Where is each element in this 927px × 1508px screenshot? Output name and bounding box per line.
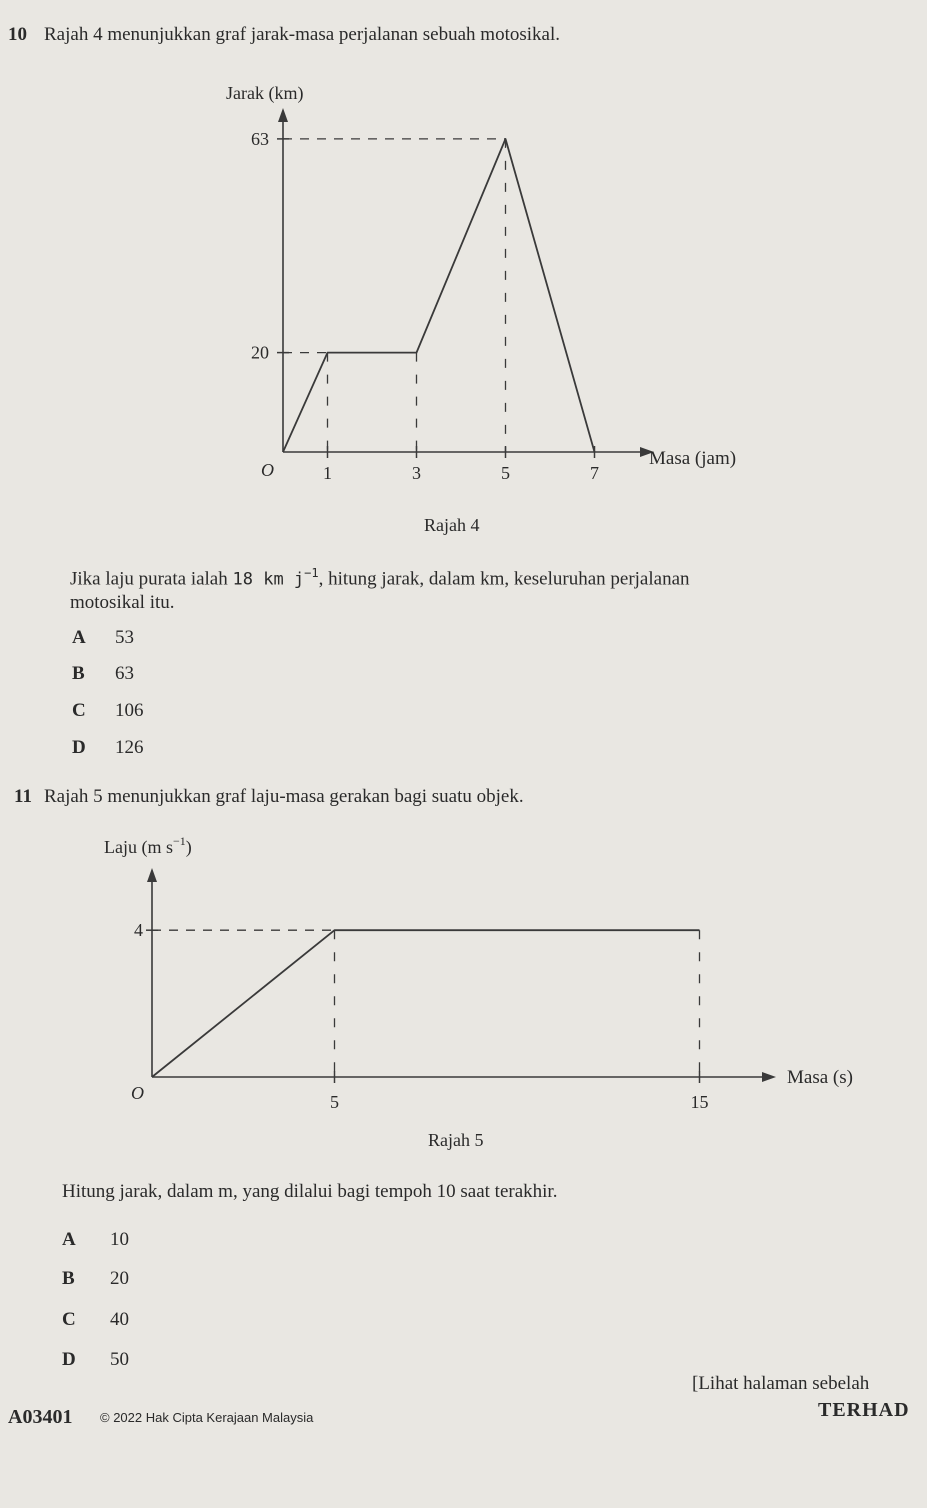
y-tick-label: 63 [251, 128, 269, 149]
option-d[interactable] [62, 1349, 129, 1371]
option-letter: B [62, 1268, 75, 1289]
rajah-4-title: Rajah 4 [424, 515, 480, 535]
rajah-4-ylabel: Jarak (km) [226, 83, 304, 103]
option-a[interactable] [72, 627, 134, 649]
rajah-4-xlabel: Masa (jam) [649, 448, 737, 469]
classification-label: TERHAD [818, 1399, 910, 1421]
option-letter: D [62, 1349, 76, 1370]
question-10-suffix: , hitung jarak, dalam km, keseluruhan perjalanan [318, 568, 690, 590]
option-c[interactable] [72, 700, 144, 722]
option-value: 63 [115, 663, 134, 684]
rajah-5-series-line [152, 930, 700, 1077]
rajah-5-title: Rajah 5 [428, 1130, 484, 1150]
x-tick-label: 7 [590, 463, 599, 483]
copyright-notice: © 2022 Hak Cipta Kerajaan Malaysia [100, 1410, 314, 1425]
y-tick-label: 20 [251, 342, 269, 363]
option-value: 50 [110, 1349, 129, 1370]
x-tick-label: 5 [330, 1092, 339, 1112]
option-value: 10 [110, 1229, 129, 1250]
option-letter: C [62, 1309, 76, 1330]
option-value: 20 [110, 1268, 129, 1289]
option-letter: A [72, 627, 86, 648]
rajah-5-ylabel-sup: −1 [173, 834, 186, 848]
rajah-5-ylabel [104, 834, 192, 858]
option-b[interactable] [62, 1268, 129, 1290]
question-10-number: 10 [8, 24, 27, 45]
x-tick-label: 1 [323, 463, 332, 483]
question-10-unit-sup: −1 [304, 566, 319, 580]
question-10-text-line1 [70, 566, 690, 590]
question-11-number: 11 [14, 786, 32, 807]
rajah-4-chart [0, 0, 927, 560]
option-c[interactable] [62, 1309, 129, 1331]
rajah-4-series-line [283, 139, 595, 452]
question-11-stem: Rajah 5 menunjukkan graf laju-masa gerakan bagi suatu objek. [44, 786, 524, 807]
option-value: 126 [115, 737, 144, 758]
question-10-prefix: Jika laju purata ialah [70, 568, 233, 590]
rajah-5-xlabel: Masa (s) [787, 1067, 853, 1088]
option-a[interactable] [62, 1229, 129, 1251]
option-d[interactable] [72, 737, 144, 759]
option-value: 106 [115, 700, 144, 721]
next-page-note: [Lihat halaman sebelah [692, 1373, 870, 1394]
question-11-text: Hitung jarak, dalam m, yang dilalui bagi tempoh 10 saat terakhir. [62, 1181, 558, 1202]
x-tick-label: 5 [501, 463, 510, 483]
rajah-5-ylabel-close: ) [185, 837, 192, 857]
option-letter: A [62, 1229, 76, 1250]
question-10-unit: 18 km j [232, 569, 305, 590]
x-tick-label: 15 [690, 1092, 709, 1112]
question-10-text-line2: motosikal itu. [70, 592, 175, 613]
option-letter: D [72, 737, 86, 758]
option-letter: B [72, 663, 85, 684]
y-tick-label: 4 [134, 920, 143, 941]
option-b[interactable] [72, 663, 134, 685]
option-value: 40 [110, 1309, 129, 1330]
option-letter: C [72, 700, 86, 721]
rajah-5-ylabel-base: Laju (m s [104, 837, 173, 857]
paper-code: A03401 [8, 1406, 73, 1428]
option-value: 53 [115, 627, 134, 648]
rajah-5-origin: O [131, 1083, 144, 1103]
rajah-5-chart [0, 820, 927, 1160]
question-10-stem: Rajah 4 menunjukkan graf jarak-masa perjalanan sebuah motosikal. [44, 24, 560, 45]
rajah-4-origin: O [261, 460, 274, 480]
x-tick-label: 3 [412, 463, 421, 483]
